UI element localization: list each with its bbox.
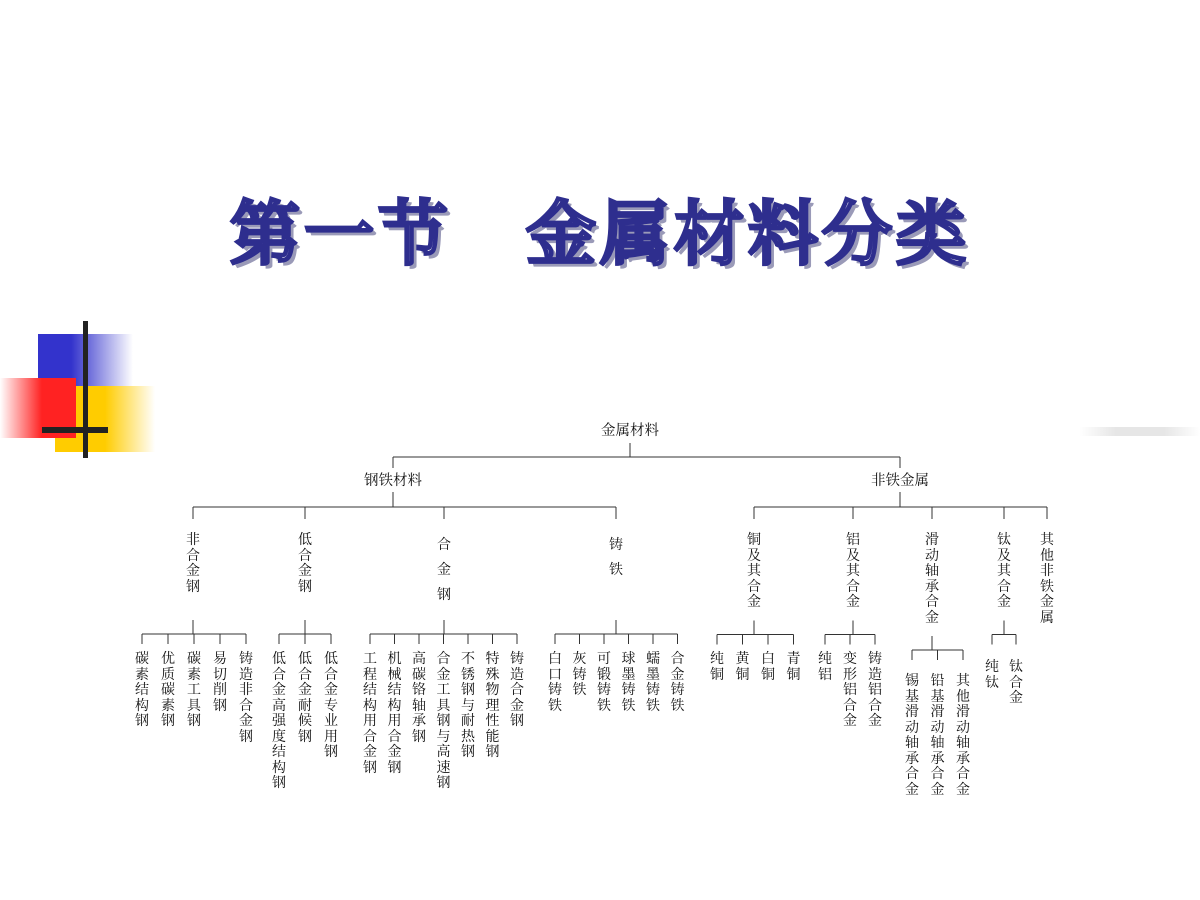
- leaf-node: 易 切 削 钢: [213, 651, 227, 714]
- leaf-node: 纯 铝: [818, 651, 832, 683]
- leaf-node: 纯 钛: [985, 659, 999, 691]
- group-node: 钛 及 其 合 金: [997, 532, 1011, 610]
- leaf-node: 球 墨 铸 铁: [621, 651, 636, 714]
- leaf-node: 黄 铜: [735, 651, 750, 683]
- leaf-node: 低 合 金 耐 候 钢: [298, 651, 312, 745]
- leaf-node: 优 质 碳 素 钢: [161, 651, 175, 729]
- leaf-node: 碳 素 工 具 钢: [187, 651, 201, 729]
- leaf-node: 铸 造 非 合 金 钢: [239, 651, 253, 745]
- leaf-node: 青 铜: [786, 651, 801, 683]
- leaf-node: 钛 合 金: [1009, 659, 1023, 706]
- group-node: 滑 动 轴 承 合 金: [925, 532, 939, 626]
- leaf-node: 铸 造 铝 合 金: [868, 651, 882, 729]
- leaf-node: 低 合 金 高 强 度 结 构 钢: [272, 651, 286, 791]
- leaf-node: 碳 素 结 构 钢: [135, 651, 149, 729]
- group-node: 合 金 钢: [437, 537, 451, 603]
- group-node: 非 合 金 钢: [186, 532, 200, 595]
- group-node: 铝 及 其 合 金: [846, 532, 860, 610]
- leaf-node: 可 锻 铸 铁: [597, 651, 611, 714]
- leaf-node: 特 殊 物 理 性 能 钢: [485, 651, 500, 760]
- leaf-node: 蠕 墨 铸 铁: [646, 651, 660, 714]
- leaf-node: 铸 造 合 金 钢: [510, 651, 524, 729]
- leaf-node: 机 械 结 构 用 合 金 钢: [387, 651, 402, 776]
- leaf-node: 铅 基 滑 动 轴 承 合 金: [930, 673, 945, 798]
- ferrous-node: 钢铁材料: [364, 473, 422, 489]
- leaf-node: 变 形 铝 合 金: [843, 651, 857, 729]
- leaf-node: 合 金 工 具 钢 与 高 速 钢: [436, 651, 451, 791]
- group-node: 铸 铁: [609, 537, 623, 578]
- root-node: 金属材料: [601, 423, 659, 439]
- nonferrous-node: 非铁金属: [871, 473, 929, 489]
- leaf-node: 不 锈 钢 与 耐 热 钢: [461, 651, 475, 760]
- leaf-node: 纯 铜: [710, 651, 724, 683]
- leaf-node: 白 铜: [761, 651, 775, 683]
- leaf-node: 灰 铸 铁: [572, 651, 587, 698]
- group-node: 低 合 金 钢: [298, 532, 312, 595]
- leaf-node: 锡 基 滑 动 轴 承 合 金: [905, 673, 919, 798]
- leaf-node: 其 他 滑 动 轴 承 合 金: [956, 673, 970, 798]
- leaf-node: 低 合 金 专 业 用 钢: [324, 651, 338, 760]
- group-node: 其 他 非 铁 金 属: [1040, 532, 1054, 626]
- group-node: 铜 及 其 合 金: [747, 532, 761, 610]
- slide-title: 第一节 金属材料分类: [230, 193, 970, 275]
- leaf-node: 白 口 铸 铁: [548, 651, 562, 714]
- leaf-node: 工 程 结 构 用 合 金 钢: [363, 651, 377, 776]
- leaf-node: 合 金 铸 铁: [670, 651, 685, 714]
- leaf-node: 高 碳 铬 轴 承 钢: [412, 651, 426, 745]
